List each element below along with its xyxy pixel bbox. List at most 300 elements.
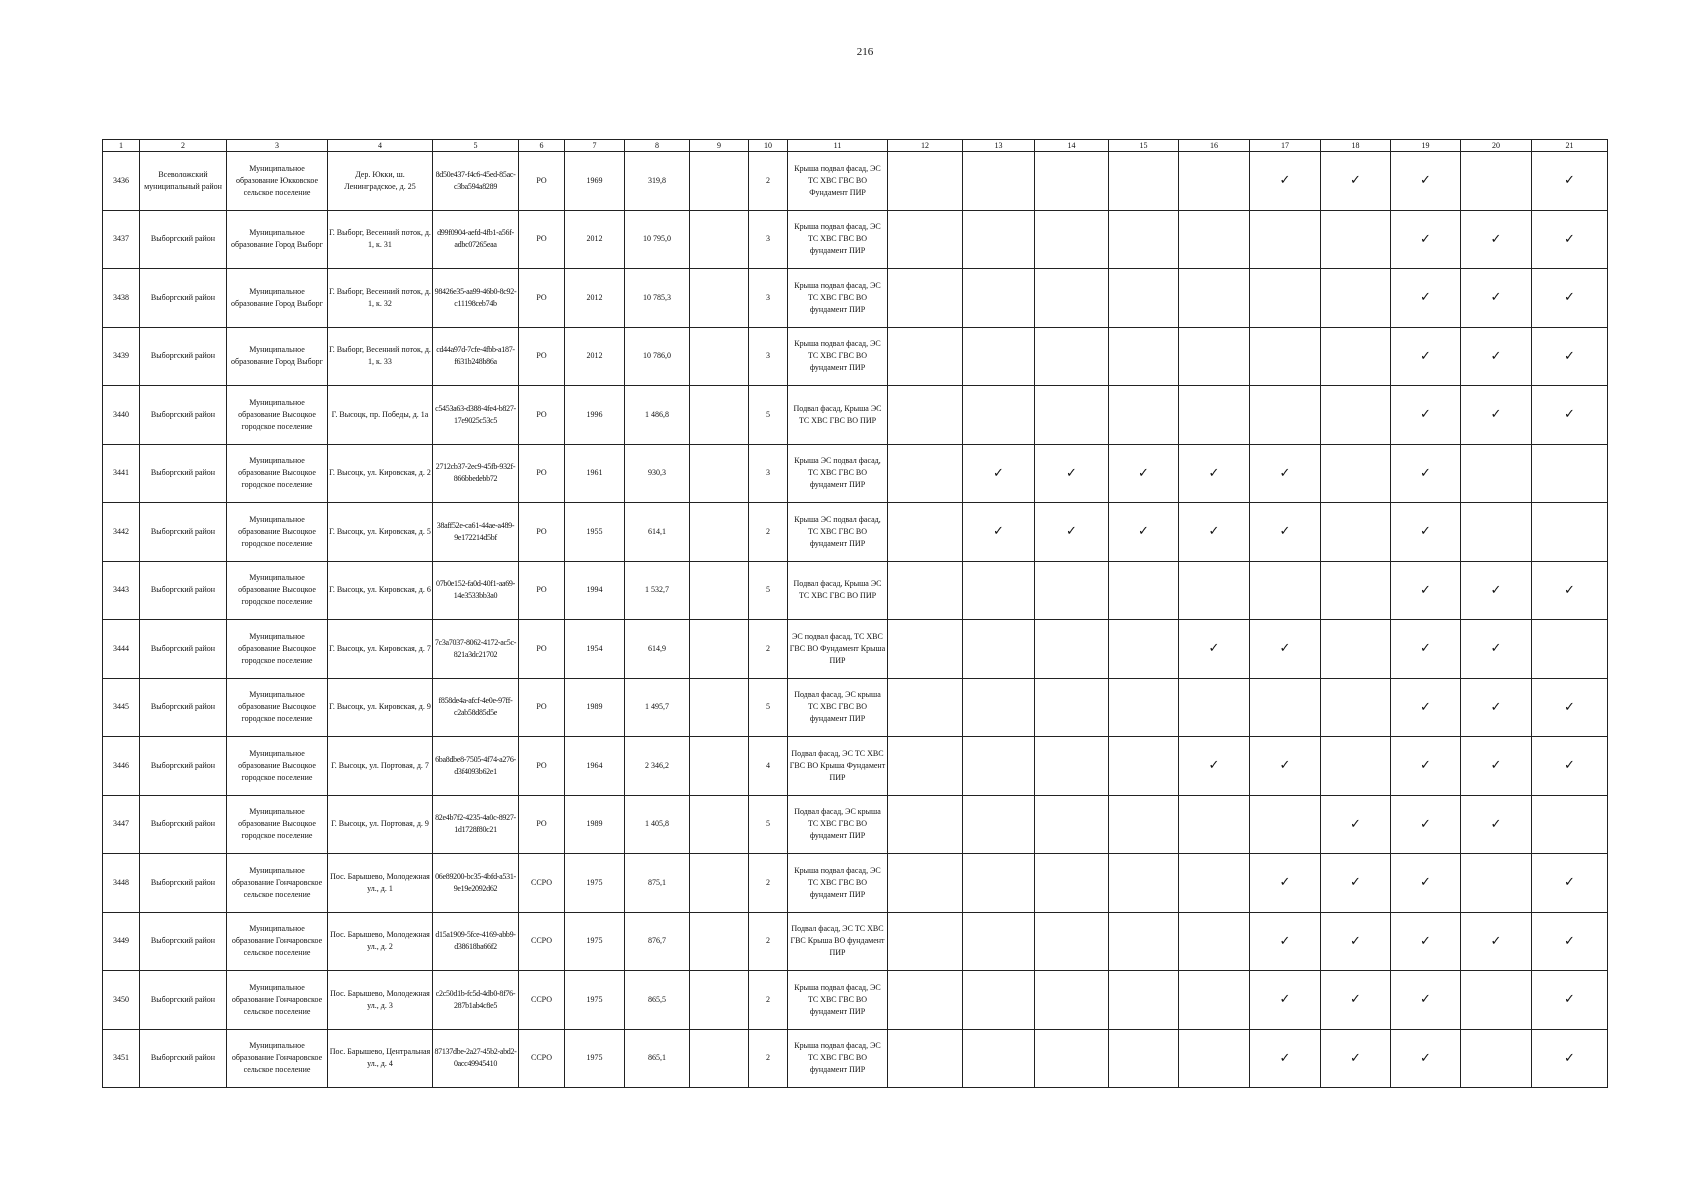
type-cell: РО	[519, 620, 565, 679]
work-column-21-cell	[1532, 854, 1608, 913]
work-column-13-cell	[963, 210, 1035, 269]
work-column-17-cell	[1250, 737, 1321, 796]
work-column-12-cell	[888, 678, 963, 737]
work-column-18-cell	[1321, 1029, 1391, 1088]
works-cell: Крыша подвал фасад, ЭС ТС ХВС ГВС ВО фундамент ПИР	[788, 269, 888, 328]
work-column-20-cell	[1461, 854, 1532, 913]
municipality-cell: Муниципальное образование Высоцкое городское поселение	[227, 561, 328, 620]
work-column-12-cell	[888, 1029, 963, 1088]
row-number: 3445	[103, 678, 140, 737]
table-row	[103, 503, 1608, 562]
work-column-16-cell	[1179, 912, 1250, 971]
work-column-12-cell	[888, 444, 963, 503]
empty-cell-9	[690, 152, 749, 211]
work-column-20-cell	[1461, 503, 1532, 562]
floors-cell: 5	[749, 561, 788, 620]
work-column-20-cell	[1461, 971, 1532, 1030]
check-mark-icon: ✓	[1279, 757, 1291, 773]
work-column-17-cell	[1250, 503, 1321, 562]
area-cell: 614,9	[625, 620, 690, 679]
area-cell: 10 795,0	[625, 210, 690, 269]
year-cell: 1989	[565, 795, 625, 854]
type-cell: ССРО	[519, 971, 565, 1030]
column-header-16: 16	[1179, 140, 1250, 152]
work-column-15-cell	[1109, 795, 1179, 854]
works-cell: Крыша подвал фасад, ЭС ТС ХВС ГВС ВО фундамент ПИР	[788, 210, 888, 269]
guid-cell: f858de4a-afcf-4e0e-97ff-c2ab58d85d5e	[433, 678, 519, 737]
row-number: 3446	[103, 737, 140, 796]
check-mark-icon: ✓	[1490, 406, 1502, 422]
work-column-19-cell	[1391, 386, 1461, 445]
work-column-17-cell	[1250, 620, 1321, 679]
row-number: 3449	[103, 912, 140, 971]
check-mark-icon: ✓	[1564, 1049, 1575, 1065]
work-column-19-cell	[1391, 561, 1461, 620]
column-header-9: 9	[690, 140, 749, 152]
district-cell: Выборгский район	[140, 737, 227, 796]
column-header-21: 21	[1532, 140, 1608, 152]
check-mark-icon: ✓	[1208, 757, 1220, 773]
work-column-19-cell	[1391, 620, 1461, 679]
works-cell: Подвал фасад, ЭС крыша ТС ХВС ГВС ВО фундамент ПИР	[788, 678, 888, 737]
column-header-12: 12	[888, 140, 963, 152]
work-column-15-cell	[1109, 1029, 1179, 1088]
address-cell: Дер. Юкки, ш. Ленинградское, д. 25	[328, 152, 433, 211]
column-header-18: 18	[1321, 140, 1391, 152]
work-column-19-cell	[1391, 269, 1461, 328]
row-number: 3443	[103, 561, 140, 620]
work-column-16-cell	[1179, 971, 1250, 1030]
work-column-18-cell	[1321, 152, 1391, 211]
check-mark-icon: ✓	[1420, 1049, 1431, 1065]
work-column-16-cell	[1179, 269, 1250, 328]
work-column-13-cell	[963, 561, 1035, 620]
work-column-15-cell	[1109, 503, 1179, 562]
work-column-16-cell	[1179, 620, 1250, 679]
guid-cell: c2c50d1b-fc5d-4db0-8f76-287b1ab4c8e5	[433, 971, 519, 1030]
check-mark-icon: ✓	[1490, 698, 1502, 714]
check-mark-icon: ✓	[1420, 347, 1431, 363]
check-mark-icon: ✓	[1420, 464, 1431, 480]
type-cell: РО	[519, 152, 565, 211]
work-column-18-cell	[1321, 327, 1391, 386]
table-row	[103, 269, 1608, 328]
check-mark-icon: ✓	[1138, 464, 1149, 480]
work-column-12-cell	[888, 327, 963, 386]
year-cell: 1975	[565, 971, 625, 1030]
row-number: 3442	[103, 503, 140, 562]
check-mark-icon: ✓	[1564, 991, 1575, 1007]
check-mark-icon: ✓	[1564, 698, 1575, 714]
district-cell: Выборгский район	[140, 912, 227, 971]
year-cell: 1969	[565, 152, 625, 211]
work-column-13-cell	[963, 854, 1035, 913]
work-column-15-cell	[1109, 854, 1179, 913]
floors-cell: 5	[749, 795, 788, 854]
column-header-5: 5	[433, 140, 519, 152]
work-column-20-cell	[1461, 327, 1532, 386]
empty-cell-9	[690, 678, 749, 737]
work-column-12-cell	[888, 269, 963, 328]
empty-cell-9	[690, 1029, 749, 1088]
check-mark-icon: ✓	[1564, 230, 1575, 246]
row-number: 3440	[103, 386, 140, 445]
work-column-17-cell	[1250, 269, 1321, 328]
work-column-12-cell	[888, 210, 963, 269]
column-header-20: 20	[1461, 140, 1532, 152]
work-column-16-cell	[1179, 327, 1250, 386]
empty-cell-9	[690, 620, 749, 679]
work-column-14-cell	[1035, 620, 1109, 679]
floors-cell: 2	[749, 1029, 788, 1088]
check-mark-icon: ✓	[1279, 523, 1291, 539]
work-column-16-cell	[1179, 737, 1250, 796]
address-cell: Г. Выборг, Весенний поток, д. 1, к. 33	[328, 327, 433, 386]
type-cell: РО	[519, 503, 565, 562]
year-cell: 1994	[565, 561, 625, 620]
work-column-21-cell	[1532, 912, 1608, 971]
municipality-cell: Муниципальное образование Высоцкое городское поселение	[227, 678, 328, 737]
column-header-17: 17	[1250, 140, 1321, 152]
work-column-18-cell	[1321, 386, 1391, 445]
municipality-cell: Муниципальное образование Гончаровское сельское поселение	[227, 854, 328, 913]
table-row	[103, 620, 1608, 679]
empty-cell-9	[690, 269, 749, 328]
work-column-19-cell	[1391, 854, 1461, 913]
work-column-19-cell	[1391, 327, 1461, 386]
floors-cell: 5	[749, 386, 788, 445]
address-cell: Пос. Барышево, Центральная ул., д. 4	[328, 1029, 433, 1088]
work-column-14-cell	[1035, 269, 1109, 328]
work-column-13-cell	[963, 737, 1035, 796]
work-column-12-cell	[888, 795, 963, 854]
work-column-21-cell	[1532, 971, 1608, 1030]
work-column-20-cell	[1461, 444, 1532, 503]
work-column-20-cell	[1461, 678, 1532, 737]
work-column-12-cell	[888, 620, 963, 679]
work-column-13-cell	[963, 444, 1035, 503]
district-cell: Выборгский район	[140, 854, 227, 913]
check-mark-icon: ✓	[1420, 698, 1431, 714]
check-mark-icon: ✓	[993, 464, 1004, 480]
district-cell: Выборгский район	[140, 210, 227, 269]
column-header-11: 11	[788, 140, 888, 152]
work-column-20-cell	[1461, 386, 1532, 445]
work-column-13-cell	[963, 912, 1035, 971]
table-row	[103, 854, 1608, 913]
municipality-cell: Муниципальное образование Город Выборг	[227, 210, 328, 269]
floors-cell: 3	[749, 210, 788, 269]
work-column-17-cell	[1250, 971, 1321, 1030]
work-column-21-cell	[1532, 1029, 1608, 1088]
type-cell: ССРО	[519, 912, 565, 971]
work-column-14-cell	[1035, 795, 1109, 854]
district-cell: Выборгский район	[140, 503, 227, 562]
row-number: 3444	[103, 620, 140, 679]
work-column-19-cell	[1391, 971, 1461, 1030]
empty-cell-9	[690, 561, 749, 620]
work-column-16-cell	[1179, 386, 1250, 445]
work-column-16-cell	[1179, 444, 1250, 503]
check-mark-icon: ✓	[1420, 581, 1431, 597]
work-column-21-cell	[1532, 327, 1608, 386]
registry-table	[102, 139, 1608, 1088]
check-mark-icon: ✓	[993, 523, 1004, 539]
works-cell: Крыша ЭС подвал фасад, ТС ХВС ГВС ВО фундамент ПИР	[788, 503, 888, 562]
check-mark-icon: ✓	[1279, 464, 1291, 480]
work-column-17-cell	[1250, 854, 1321, 913]
work-column-12-cell	[888, 152, 963, 211]
type-cell: РО	[519, 678, 565, 737]
works-cell: Крыша подвал фасад, ЭС ТС ХВС ГВС ВО Фундамент ПИР	[788, 152, 888, 211]
row-number: 3450	[103, 971, 140, 1030]
check-mark-icon: ✓	[1420, 406, 1431, 422]
check-mark-icon: ✓	[1490, 932, 1502, 948]
guid-cell: 82e4b7f2-4235-4a0c-8927-1d1728f80c21	[433, 795, 519, 854]
check-mark-icon: ✓	[1490, 815, 1502, 831]
address-cell: Г. Высоцк, ул. Кировская, д. 2	[328, 444, 433, 503]
type-cell: РО	[519, 269, 565, 328]
work-column-21-cell	[1532, 737, 1608, 796]
district-cell: Выборгский район	[140, 269, 227, 328]
type-cell: ССРО	[519, 1029, 565, 1088]
work-column-18-cell	[1321, 912, 1391, 971]
work-column-14-cell	[1035, 327, 1109, 386]
work-column-14-cell	[1035, 912, 1109, 971]
works-cell: Крыша подвал фасад, ЭС ТС ХВС ГВС ВО фундамент ПИР	[788, 971, 888, 1030]
floors-cell: 3	[749, 444, 788, 503]
column-header-14: 14	[1035, 140, 1109, 152]
work-column-21-cell	[1532, 503, 1608, 562]
guid-cell: 07b0e152-fa0d-40f1-aa69-14e3533bb3a0	[433, 561, 519, 620]
page-number: 216	[856, 46, 874, 58]
check-mark-icon: ✓	[1420, 172, 1431, 188]
area-cell: 865,1	[625, 1029, 690, 1088]
work-column-14-cell	[1035, 210, 1109, 269]
work-column-16-cell	[1179, 678, 1250, 737]
work-column-13-cell	[963, 269, 1035, 328]
works-cell: Крыша подвал фасад, ЭС ТС ХВС ГВС ВО фундамент ПИР	[788, 854, 888, 913]
work-column-17-cell	[1250, 152, 1321, 211]
table-row	[103, 912, 1608, 971]
municipality-cell: Муниципальное образование Высоцкое городское поселение	[227, 503, 328, 562]
column-header-2: 2	[140, 140, 227, 152]
address-cell: Г. Выборг, Весенний поток, д. 1, к. 31	[328, 210, 433, 269]
work-column-17-cell	[1250, 678, 1321, 737]
row-number: 3438	[103, 269, 140, 328]
work-column-19-cell	[1391, 210, 1461, 269]
guid-cell: 98426e35-aa99-46b0-8c92-c11198ceb74b	[433, 269, 519, 328]
type-cell: РО	[519, 444, 565, 503]
municipality-cell: Муниципальное образование Высоцкое городское поселение	[227, 386, 328, 445]
work-column-17-cell	[1250, 795, 1321, 854]
table-row	[103, 327, 1608, 386]
check-mark-icon: ✓	[1564, 932, 1575, 948]
check-mark-icon: ✓	[1490, 581, 1502, 597]
work-column-19-cell	[1391, 912, 1461, 971]
area-cell: 875,1	[625, 854, 690, 913]
work-column-18-cell	[1321, 737, 1391, 796]
area-cell: 319,8	[625, 152, 690, 211]
work-column-15-cell	[1109, 971, 1179, 1030]
column-header-15: 15	[1109, 140, 1179, 152]
work-column-12-cell	[888, 386, 963, 445]
type-cell: ССРО	[519, 854, 565, 913]
work-column-21-cell	[1532, 620, 1608, 679]
row-number: 3441	[103, 444, 140, 503]
work-column-17-cell	[1250, 386, 1321, 445]
empty-cell-9	[690, 912, 749, 971]
work-column-21-cell	[1532, 444, 1608, 503]
empty-cell-9	[690, 386, 749, 445]
work-column-16-cell	[1179, 561, 1250, 620]
check-mark-icon: ✓	[1564, 757, 1575, 773]
table-row	[103, 152, 1608, 211]
municipality-cell: Муниципальное образование Высоцкое городское поселение	[227, 620, 328, 679]
work-column-21-cell	[1532, 386, 1608, 445]
work-column-15-cell	[1109, 444, 1179, 503]
area-cell: 1 495,7	[625, 678, 690, 737]
check-mark-icon: ✓	[1279, 874, 1291, 890]
check-mark-icon: ✓	[1564, 172, 1575, 188]
check-mark-icon: ✓	[1208, 640, 1220, 656]
check-mark-icon: ✓	[1490, 230, 1502, 246]
year-cell: 2012	[565, 327, 625, 386]
work-column-15-cell	[1109, 561, 1179, 620]
check-mark-icon: ✓	[1420, 991, 1431, 1007]
work-column-15-cell	[1109, 737, 1179, 796]
guid-cell: 06e89200-bc35-4bfd-a531-9e19e2092d62	[433, 854, 519, 913]
work-column-17-cell	[1250, 912, 1321, 971]
works-cell: ЭС подвал фасад, ТС ХВС ГВС ВО Фундамент Крыша ПИР	[788, 620, 888, 679]
work-column-20-cell	[1461, 210, 1532, 269]
table-row	[103, 737, 1608, 796]
work-column-19-cell	[1391, 503, 1461, 562]
check-mark-icon: ✓	[1490, 347, 1502, 363]
column-header-8: 8	[625, 140, 690, 152]
floors-cell: 2	[749, 620, 788, 679]
guid-cell: 6ba8dbe8-7505-4f74-a276-d3f4093b62e1	[433, 737, 519, 796]
address-cell: Г. Высоцк, ул. Портовая, д. 7	[328, 737, 433, 796]
work-column-20-cell	[1461, 795, 1532, 854]
year-cell: 2012	[565, 269, 625, 328]
column-header-7: 7	[565, 140, 625, 152]
year-cell: 1996	[565, 386, 625, 445]
check-mark-icon: ✓	[1564, 406, 1575, 422]
municipality-cell: Муниципальное образование Город Выборг	[227, 269, 328, 328]
municipality-cell: Муниципальное образование Высоцкое городское поселение	[227, 795, 328, 854]
table-row	[103, 210, 1608, 269]
check-mark-icon: ✓	[1420, 523, 1431, 539]
check-mark-icon: ✓	[1420, 230, 1431, 246]
work-column-12-cell	[888, 737, 963, 796]
works-cell: Крыша подвал фасад, ЭС ТС ХВС ГВС ВО фундамент ПИР	[788, 327, 888, 386]
empty-cell-9	[690, 210, 749, 269]
work-column-15-cell	[1109, 620, 1179, 679]
work-column-14-cell	[1035, 1029, 1109, 1088]
check-mark-icon: ✓	[1138, 523, 1149, 539]
work-column-14-cell	[1035, 444, 1109, 503]
work-column-13-cell	[963, 503, 1035, 562]
work-column-17-cell	[1250, 1029, 1321, 1088]
year-cell: 1975	[565, 854, 625, 913]
work-column-14-cell	[1035, 678, 1109, 737]
guid-cell: 8d50e437-f4c6-45ed-85ac-c3ba594a8289	[433, 152, 519, 211]
work-column-21-cell	[1532, 795, 1608, 854]
work-column-19-cell	[1391, 152, 1461, 211]
area-cell: 876,7	[625, 912, 690, 971]
district-cell: Выборгский район	[140, 620, 227, 679]
work-column-15-cell	[1109, 152, 1179, 211]
work-column-14-cell	[1035, 854, 1109, 913]
guid-cell: 2712cb37-2ec9-45fb-932f-866bbedebb72	[433, 444, 519, 503]
type-cell: РО	[519, 795, 565, 854]
address-cell: Пос. Барышево, Молодежная ул., д. 2	[328, 912, 433, 971]
work-column-21-cell	[1532, 561, 1608, 620]
work-column-16-cell	[1179, 1029, 1250, 1088]
work-column-15-cell	[1109, 678, 1179, 737]
check-mark-icon: ✓	[1564, 581, 1575, 597]
table-row	[103, 444, 1608, 503]
check-mark-icon: ✓	[1564, 347, 1575, 363]
area-cell: 930,3	[625, 444, 690, 503]
address-cell: Г. Высоцк, пр. Победы, д. 1а	[328, 386, 433, 445]
municipality-cell: Муниципальное образование Юкковское сельское поселение	[227, 152, 328, 211]
work-column-15-cell	[1109, 210, 1179, 269]
municipality-cell: Муниципальное образование Гончаровское сельское поселение	[227, 971, 328, 1030]
area-cell: 614,1	[625, 503, 690, 562]
check-mark-icon: ✓	[1279, 932, 1291, 948]
area-cell: 1 532,7	[625, 561, 690, 620]
table-row	[103, 386, 1608, 445]
guid-cell: 7c3a7037-8062-4172-ac5c-821a3dc21702	[433, 620, 519, 679]
work-column-12-cell	[888, 503, 963, 562]
empty-cell-9	[690, 795, 749, 854]
guid-cell: c5453a63-d388-4fe4-b827-17e9025c53c5	[433, 386, 519, 445]
work-column-14-cell	[1035, 737, 1109, 796]
table-body	[103, 152, 1608, 1088]
work-column-13-cell	[963, 386, 1035, 445]
work-column-17-cell	[1250, 561, 1321, 620]
check-mark-icon: ✓	[1420, 932, 1431, 948]
check-mark-icon: ✓	[1208, 464, 1220, 480]
check-mark-icon: ✓	[1564, 289, 1575, 305]
address-cell: Г. Высоцк, ул. Кировская, д. 5	[328, 503, 433, 562]
work-column-13-cell	[963, 1029, 1035, 1088]
work-column-16-cell	[1179, 210, 1250, 269]
guid-cell: 38aff52e-ca61-44ae-a489-9e172214d5bf	[433, 503, 519, 562]
works-cell: Подвал фасад, ЭС крыша ТС ХВС ГВС ВО фундамент ПИР	[788, 795, 888, 854]
column-header-19: 19	[1391, 140, 1461, 152]
floors-cell: 2	[749, 152, 788, 211]
work-column-16-cell	[1179, 854, 1250, 913]
municipality-cell: Муниципальное образование Город Выборг	[227, 327, 328, 386]
empty-cell-9	[690, 444, 749, 503]
header-row	[103, 140, 1608, 152]
area-cell: 1 486,8	[625, 386, 690, 445]
works-cell: Подвал фасад, Крыша ЭС ТС ХВС ГВС ВО ПИР	[788, 561, 888, 620]
work-column-13-cell	[963, 795, 1035, 854]
work-column-20-cell	[1461, 269, 1532, 328]
row-number: 3439	[103, 327, 140, 386]
district-cell: Выборгский район	[140, 386, 227, 445]
area-cell: 2 346,2	[625, 737, 690, 796]
work-column-13-cell	[963, 327, 1035, 386]
work-column-16-cell	[1179, 795, 1250, 854]
address-cell: Пос. Барышево, Молодежная ул., д. 1	[328, 854, 433, 913]
work-column-20-cell	[1461, 737, 1532, 796]
year-cell: 1989	[565, 678, 625, 737]
